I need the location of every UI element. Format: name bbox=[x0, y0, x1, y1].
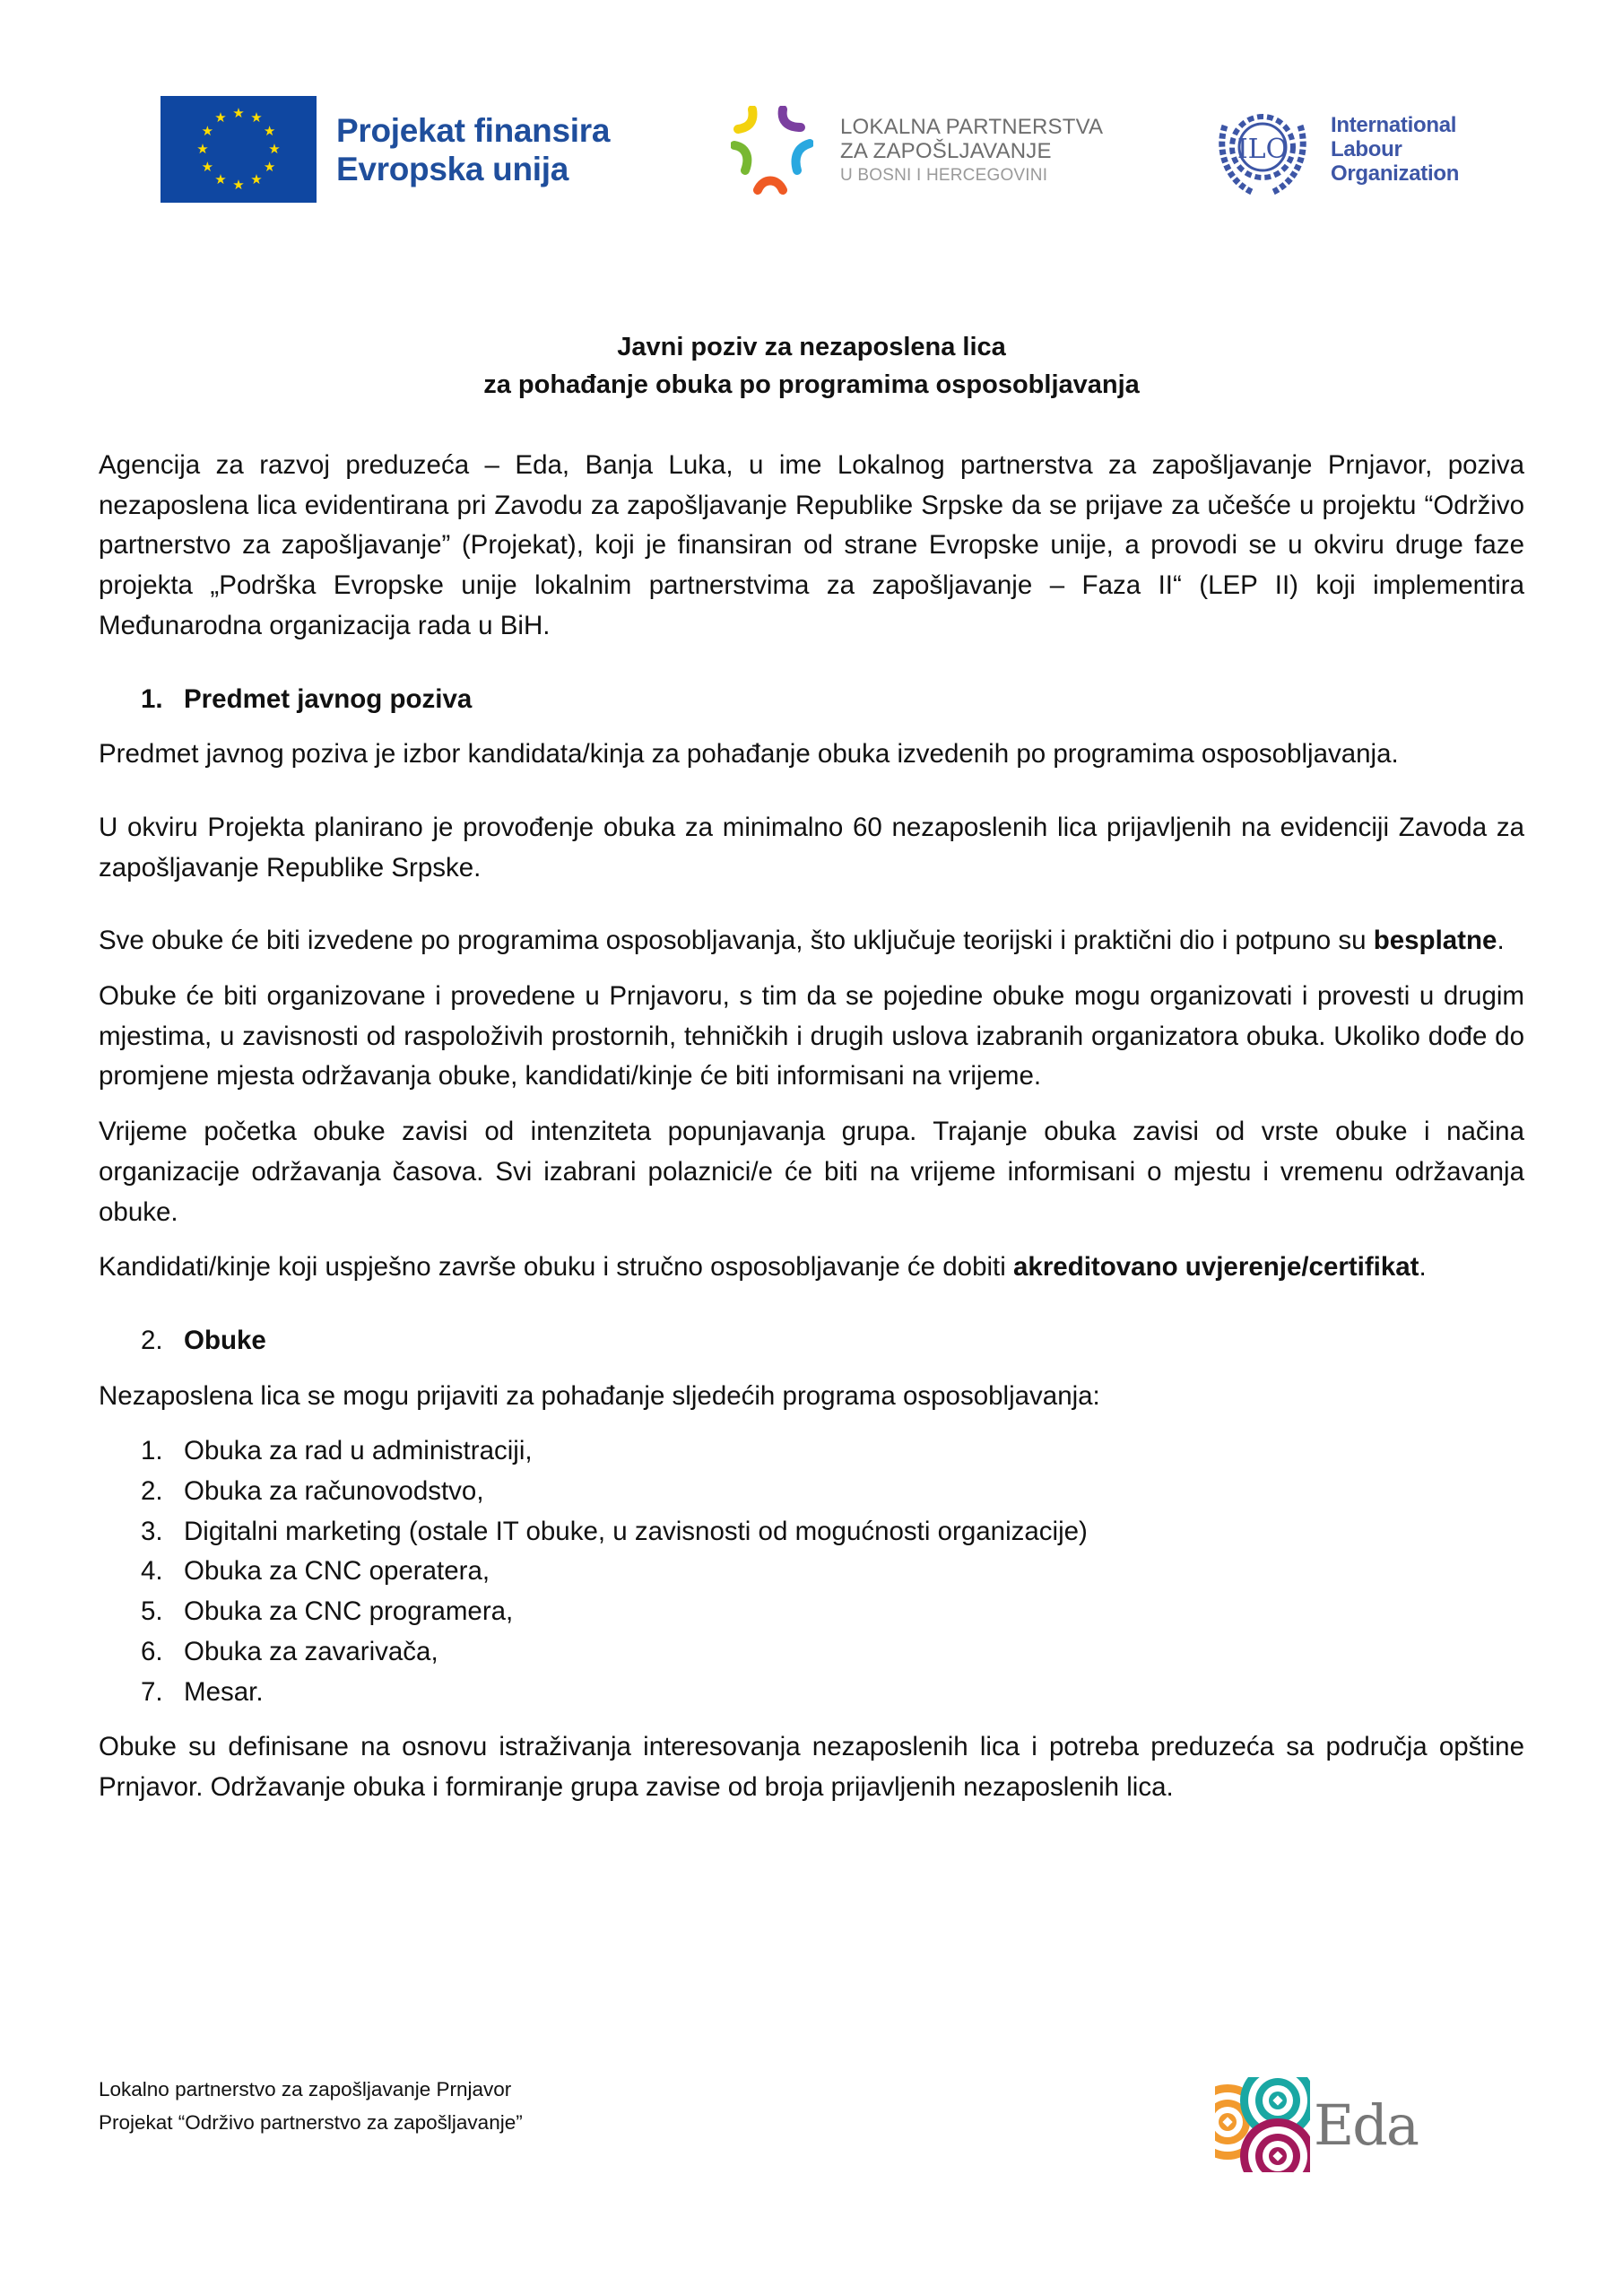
list-number: 6. bbox=[141, 1636, 163, 1666]
list-label: Obuka za CNC operatera, bbox=[184, 1556, 490, 1587]
section-title: Obuke bbox=[184, 1325, 266, 1355]
section2-closing: Obuke su definisane na osnovu istraživanja interesovanja nezaposlenih lica i potreba preduzeća sa područja opštine Prnjavor. Održavanje obuka i formiranje grupa zavise od broja prijavljenih nezaposlenih lica. bbox=[99, 1732, 1524, 1802]
ilo-logo-text bbox=[1331, 113, 1459, 186]
document-body bbox=[99, 446, 1524, 1808]
header-logo-bar bbox=[0, 0, 1623, 233]
eu-star-icon: ★ bbox=[196, 141, 209, 157]
list-label: Obuka za računovodstvo, bbox=[184, 1476, 484, 1507]
document-title-line1: Javni poziv za nezaposlena lica bbox=[617, 333, 1006, 361]
eu-star-icon: ★ bbox=[250, 172, 263, 188]
list-item bbox=[99, 1431, 1524, 1472]
lpz-logo-text bbox=[840, 115, 1103, 187]
document-title-line2: za pohađanje obuka po programima osposobljavanja bbox=[483, 370, 1140, 399]
section-heading-2 bbox=[99, 1321, 1524, 1361]
list-label: Obuka za CNC programera, bbox=[184, 1596, 514, 1627]
section1-paragraph-2: U okviru Projekta planirano je provođenje obuka za minimalno 60 nezaposlenih lica prijavljenih na evidenciji Zavoda za zapošljavanje Republike Srpske. bbox=[99, 812, 1524, 883]
program-list bbox=[99, 1431, 1524, 1712]
list-item bbox=[99, 1673, 1524, 1713]
list-number: 5. bbox=[141, 1596, 163, 1627]
section1-paragraph-3 bbox=[99, 921, 1524, 961]
list-number: 3. bbox=[141, 1516, 163, 1546]
ilo-logo bbox=[1212, 99, 1459, 199]
list-item bbox=[99, 1632, 1524, 1673]
eu-star-icon: ★ bbox=[232, 105, 245, 121]
section-title: Predmet javnog poziva bbox=[184, 683, 473, 714]
list-number: 2. bbox=[141, 1476, 163, 1507]
section1-paragraph-1: Predmet javnog poziva je izbor kandidata/kinja za pohađanje obuka izvedenih po programima osposobljavanja. bbox=[99, 739, 1399, 770]
eu-star-icon: ★ bbox=[214, 109, 227, 126]
text: . bbox=[1497, 926, 1505, 956]
eu-star-icon: ★ bbox=[214, 172, 227, 188]
page-footer bbox=[99, 2073, 523, 2139]
list-label: Obuka za zavarivača, bbox=[184, 1636, 438, 1666]
section1-paragraph-4: Obuke će biti organizovane i provedene u Prnjavoru, s tim da se pojedine obuke mogu organizovati i provesti u drugim mjestima, u zavisnosti od raspoloživih prostornih, tehničkih i drugih uslova izabranih organizatora obuka. Ukoliko dođe do promjene mjesta održavanja obuke, kandidati/kinje će biti informisani na vrijeme. bbox=[99, 981, 1524, 1091]
ilo-emblem-icon bbox=[1212, 99, 1313, 199]
eda-circles-icon bbox=[1215, 2077, 1310, 2172]
document-title bbox=[0, 328, 1623, 404]
eda-logo-text: Eda bbox=[1314, 2092, 1418, 2158]
eu-logo-text bbox=[336, 111, 610, 188]
eu-star-icon: ★ bbox=[232, 177, 245, 193]
eu-logo-line2: Evropska unija bbox=[336, 150, 569, 187]
certificate-emphasis: akreditovano uvjerenje/certifikat bbox=[1013, 1252, 1419, 1283]
list-label: Digitalni marketing (ostale IT obuke, u zavisnosti od mogućnosti organizacije) bbox=[184, 1516, 1088, 1546]
eu-star-icon: ★ bbox=[268, 141, 281, 157]
ilo-logo-line2: Labour bbox=[1331, 136, 1402, 161]
eu-star-icon: ★ bbox=[250, 109, 263, 126]
lpz-star-icon bbox=[731, 106, 813, 196]
section2-intro: Nezaposlena lica se mogu prijaviti za pohađanje sljedećih programa osposobljavanja: bbox=[99, 1380, 1100, 1411]
ilo-logo-line1: International bbox=[1331, 112, 1457, 137]
text: Kandidati/kinje koji uspješno završe obuku i stručno osposobljavanje će dobiti bbox=[99, 1252, 1013, 1283]
intro-paragraph: Agencija za razvoj preduzeća – Eda, Banja Luka, u ime Lokalnog partnerstva za zapošljavanje Prnjavor, poziva nezaposlena lica evidentirana pri Zavodu za zapošljavanje Republike Srpske da se prijave za učešće u projektu “Održivo partnerstvo za zapošljavanje” (Projekat), koji je finansiran od strane Evropske unije, a provodi se u okviru druge faze projekta „Podrška Evropske unije lokalnim partnerstvima za zapošljavanje – Faza II“ (LEP II) koji implementira Međunarodna organizacija rada u BiH. bbox=[99, 450, 1524, 640]
list-label: Mesar. bbox=[184, 1676, 264, 1707]
list-item bbox=[99, 1552, 1524, 1592]
list-number: 1. bbox=[141, 1436, 163, 1466]
eu-star-icon: ★ bbox=[263, 159, 276, 175]
eu-logo-line1: Projekat finansira bbox=[336, 111, 611, 149]
ilo-emblem-text: ILO bbox=[1237, 134, 1289, 165]
section-number: 2. bbox=[141, 1325, 163, 1355]
section1-paragraph-6 bbox=[99, 1248, 1524, 1288]
list-item bbox=[99, 1592, 1524, 1632]
lpz-logo-line1: LOKALNA PARTNERSTVA bbox=[840, 114, 1104, 139]
lpz-logo bbox=[731, 106, 1103, 196]
list-number: 4. bbox=[141, 1556, 163, 1587]
list-item bbox=[99, 1512, 1524, 1552]
lpz-logo-line3: U BOSNI I HERCEGOVINI bbox=[840, 165, 1048, 185]
section-heading-1 bbox=[99, 680, 1524, 720]
footer-line1: Lokalno partnerstvo za zapošljavanje Prnjavor bbox=[99, 2078, 512, 2100]
eu-logo bbox=[161, 96, 610, 203]
list-item bbox=[99, 1472, 1524, 1512]
ilo-logo-line3: Organization bbox=[1331, 161, 1460, 186]
footer-line2: Projekat “Održivo partnerstvo za zapošljavanje” bbox=[99, 2111, 523, 2134]
free-emphasis: besplatne bbox=[1373, 926, 1497, 956]
text: Sve obuke će biti izvedene po programima osposobljavanja, što uključuje teorijski i praktični dio i potpuno su bbox=[99, 926, 1374, 956]
lpz-logo-line2: ZA ZAPOŠLJAVANJE bbox=[840, 138, 1052, 163]
eu-star-icon: ★ bbox=[263, 123, 276, 139]
eu-star-icon: ★ bbox=[201, 123, 214, 139]
text: . bbox=[1419, 1252, 1427, 1283]
section-number: 1. bbox=[141, 683, 163, 714]
eu-star-icon: ★ bbox=[201, 159, 214, 175]
list-label: Obuka za rad u administraciji, bbox=[184, 1436, 533, 1466]
section1-paragraph-5: Vrijeme početka obuke zavisi od intenziteta popunjavanja grupa. Trajanje obuka zavisi od vrste obuke i načina organizacije održavanja časova. Svi izabrani polaznici/e će biti na vrijeme informisani o mjestu i vremenu održavanja obuke. bbox=[99, 1117, 1524, 1227]
list-number: 7. bbox=[141, 1676, 163, 1707]
eu-flag-icon bbox=[161, 96, 317, 203]
eda-logo bbox=[1215, 2077, 1418, 2172]
